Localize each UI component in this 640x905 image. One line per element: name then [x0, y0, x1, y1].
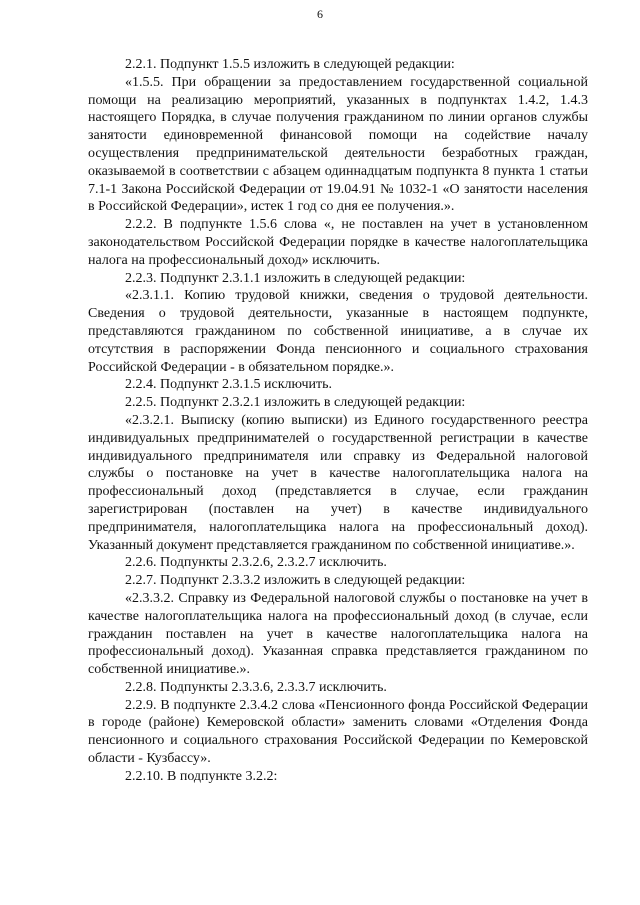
paragraph: 2.2.5. Подпункт 2.3.2.1 изложить в следующей редакции:: [125, 395, 466, 411]
paragraph: «1.5.5. При обращении за предоставлением государственной социальной помощи на реализацию мероприятий, указанных в подпунктах 1.4.2, 1.4.3 настоящего Порядка, в случае получения гражданином по линии органов службы занятости единовременной финансовой помощи на содействие началу осуществления предпринимательской деятельности безработных граждан, оказываемой в соответствии с абзацем одиннадцатым подпункта 8 пункта 1 статьи 7.1-1 Закона Российской Федерации от 19.04.91 № 1032-1 «О занятости населения в Российской Федерации», истек 1 год со дня ее получения.».: [88, 74, 588, 215]
paragraph: «2.3.1.1. Копию трудовой книжки, сведения о трудовой деятельности. Сведения о трудовой деятельности, указанные в настоящем подпункте, представляются гражданином по собственной инициативе, а в случае их отсутствия в распоряжении Фонда пенсионного и социального страхования Российской Федерации - в обязательном порядке.».: [88, 288, 588, 375]
paragraph: «2.3.2.1. Выписку (копию выписки) из Единого государственного реестра индивидуальных предпринимателей о государственной регистрации в качестве индивидуального предпринимателя или справку из Федеральной налоговой службы о постановке на учет в качестве налогоплательщика налога на профессиональный доход (представляется в случае, если гражданин зарегистрирован (поставлен на учет) в качестве индивидуального предпринимателя, налогоплательщика налога на профессиональный доход). Указанный документ представляется гражданином по собственной инициативе.».: [88, 412, 588, 553]
paragraph: 2.2.2. В подпункте 1.5.6 слова «, не поставлен на учет в установленном законодательством Российской Федерации порядке в качестве налогоплательщика налога на профессиональный доход» исключить.: [88, 217, 588, 268]
document-body: [88, 56, 588, 786]
paragraph: 2.2.7. Подпункт 2.3.3.2 изложить в следующей редакции:: [125, 573, 466, 589]
paragraph: 2.2.6. Подпункты 2.3.2.6, 2.3.2.7 исключить.: [125, 555, 387, 571]
paragraph: «2.3.3.2. Справку из Федеральной налоговой службы о постановке на учет в качестве налогоплательщика налога на профессиональный доход (в случае, если гражданин поставлен на учет в качестве налогоплательщика налога на профессиональный доход). Указанная справка представляется гражданином по собственной инициативе.».: [88, 590, 588, 678]
paragraph: 2.2.10. В подпункте 3.2.2:: [125, 768, 278, 784]
paragraph: 2.2.3. Подпункт 2.3.1.1 изложить в следующей редакции:: [125, 270, 466, 286]
paragraph: 2.2.1. Подпункт 1.5.5 изложить в следующей редакции:: [125, 57, 455, 72]
page-number: 6: [317, 7, 323, 21]
paragraph: 2.2.9. В подпункте 2.3.4.2 слова «Пенсионного фонда Российской Федерации в городе (районе) Кемеровской области» заменить словами «Отделения Фонда пенсионного и социального страхования Российской Федерации по Кемеровской области - Кузбассу».: [88, 697, 588, 767]
paragraph: 2.2.8. Подпункты 2.3.3.6, 2.3.3.7 исключить.: [125, 679, 387, 695]
paragraph: 2.2.4. Подпункт 2.3.1.5 исключить.: [125, 377, 333, 393]
